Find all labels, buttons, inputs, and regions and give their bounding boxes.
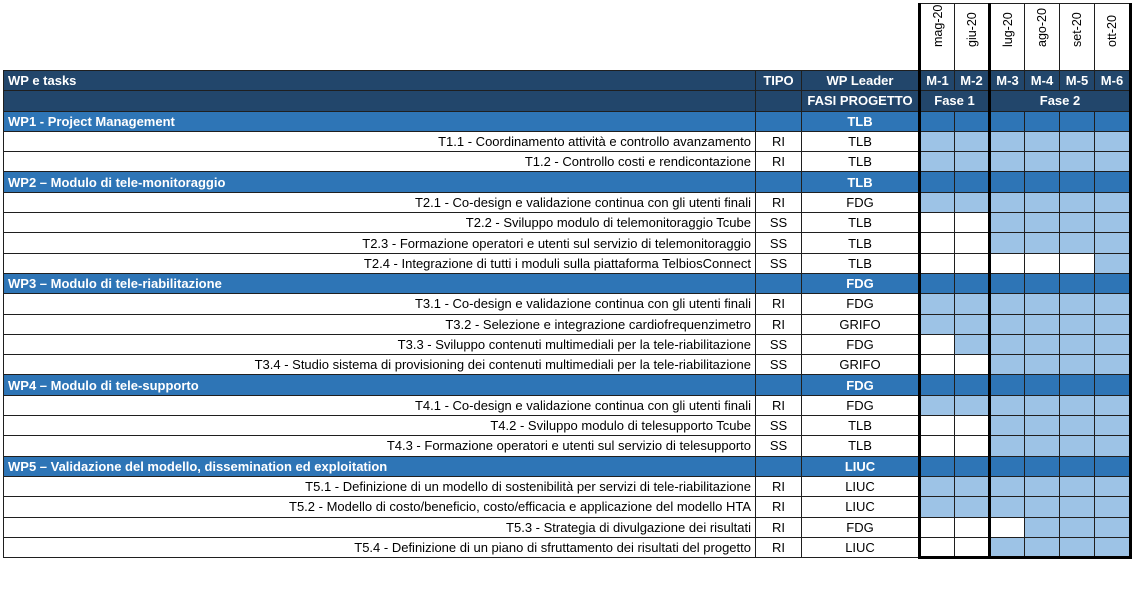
- header-wp-tasks: WP e tasks: [4, 71, 756, 91]
- month-label: mag-20: [920, 4, 955, 71]
- wp-name: WP1 - Project Management: [4, 111, 756, 131]
- gantt-cell-active: [1025, 476, 1060, 496]
- task-tipo: SS: [756, 233, 802, 253]
- gantt-cell-active: [990, 416, 1025, 436]
- gantt-cell-active: [920, 152, 955, 172]
- gantt-cell-empty: [920, 416, 955, 436]
- gantt-cell-active: [1095, 334, 1131, 354]
- gantt-cell-active: [1060, 395, 1095, 415]
- gantt-cell-empty: [920, 213, 955, 233]
- task-tipo: SS: [756, 355, 802, 375]
- gantt-cell-active: [1025, 192, 1060, 212]
- task-name: T5.2 - Modello di costo/beneficio, costo/efficacia e applicazione del modello HTA: [4, 497, 756, 517]
- task-tipo: RI: [756, 152, 802, 172]
- gantt-cell-active: [955, 273, 990, 293]
- gantt-cell-active: [1095, 436, 1131, 456]
- task-row: [4, 131, 1131, 151]
- gantt-cell-active: [990, 213, 1025, 233]
- phase-header-row: [4, 91, 1131, 111]
- gantt-cell-active: [990, 172, 1025, 192]
- header-month-code: M-2: [955, 71, 990, 91]
- gantt-cell-active: [1025, 517, 1060, 537]
- gantt-cell-active: [955, 152, 990, 172]
- gantt-cell-active: [920, 476, 955, 496]
- gantt-cell-active: [1025, 213, 1060, 233]
- gantt-cell-active: [1095, 273, 1131, 293]
- wp-leader: FDG: [802, 334, 920, 354]
- wp-name: WP2 – Modulo di tele-monitoraggio: [4, 172, 756, 192]
- gantt-cell-active: [1095, 152, 1131, 172]
- gantt-cell-active: [1025, 537, 1060, 557]
- gantt-cell-active: [1095, 517, 1131, 537]
- gantt-cell-active: [1060, 314, 1095, 334]
- task-tipo: RI: [756, 192, 802, 212]
- task-row: [4, 436, 1131, 456]
- gantt-cell-active: [990, 456, 1025, 476]
- task-tipo: [756, 172, 802, 192]
- gantt-cell-active: [1025, 172, 1060, 192]
- gantt-cell-active: [1060, 334, 1095, 354]
- gantt-cell-active: [1060, 273, 1095, 293]
- month-label: ott-20: [1095, 4, 1131, 71]
- header-tipo: TIPO: [756, 71, 802, 91]
- gantt-cell-empty: [955, 253, 990, 273]
- gantt-cell-active: [1095, 253, 1131, 273]
- wp-leader: TLB: [802, 253, 920, 273]
- gantt-cell-active: [1060, 294, 1095, 314]
- task-tipo: RI: [756, 537, 802, 557]
- task-name: T3.2 - Selezione e integrazione cardiofrequenzimetro: [4, 314, 756, 334]
- wp-leader: LIUC: [802, 476, 920, 496]
- gantt-cell-active: [1025, 131, 1060, 151]
- wp-leader: GRIFO: [802, 314, 920, 334]
- gantt-cell-active: [1095, 537, 1131, 557]
- wp-row: [4, 375, 1131, 395]
- task-row: [4, 416, 1131, 436]
- gantt-cell-active: [1060, 233, 1095, 253]
- gantt-cell-active: [1025, 395, 1060, 415]
- wp-row: [4, 111, 1131, 131]
- gantt-cell-active: [955, 497, 990, 517]
- gantt-cell-active: [1095, 476, 1131, 496]
- gantt-cell-active: [1095, 233, 1131, 253]
- gantt-cell-active: [955, 314, 990, 334]
- gantt-cell-active: [990, 476, 1025, 496]
- task-tipo: RI: [756, 294, 802, 314]
- gantt-cell-active: [1025, 497, 1060, 517]
- wp-leader: TLB: [802, 213, 920, 233]
- gantt-cell-active: [990, 375, 1025, 395]
- month-header-row: [4, 4, 1131, 71]
- wp-leader: TLB: [802, 152, 920, 172]
- gantt-cell-active: [1095, 131, 1131, 151]
- task-tipo: [756, 273, 802, 293]
- gantt-cell-empty: [955, 233, 990, 253]
- wp-name: WP4 – Modulo di tele-supporto: [4, 375, 756, 395]
- wp-leader: LIUC: [802, 497, 920, 517]
- gantt-cell-active: [920, 456, 955, 476]
- gantt-cell-active: [1095, 213, 1131, 233]
- gantt-cell-empty: [955, 436, 990, 456]
- gantt-cell-empty: [920, 253, 955, 273]
- task-row: [4, 476, 1131, 496]
- gantt-cell-active: [920, 131, 955, 151]
- gantt-cell-active: [1025, 273, 1060, 293]
- task-tipo: [756, 375, 802, 395]
- gantt-cell-active: [1095, 375, 1131, 395]
- task-row: [4, 213, 1131, 233]
- task-tipo: RI: [756, 517, 802, 537]
- column-header-row: [4, 71, 1131, 91]
- wp-leader: FDG: [802, 294, 920, 314]
- task-name: T2.1 - Co-design e validazione continua con gli utenti finali: [4, 192, 756, 212]
- task-name: T2.3 - Formazione operatori e utenti sul servizio di telemonitoraggio: [4, 233, 756, 253]
- gantt-cell-active: [1095, 395, 1131, 415]
- month-label: giu-20: [955, 4, 990, 71]
- wp-leader: LIUC: [802, 537, 920, 557]
- wp-leader: FDG: [802, 375, 920, 395]
- gantt-cell-empty: [990, 253, 1025, 273]
- gantt-cell-active: [1025, 233, 1060, 253]
- gantt-cell-active: [990, 111, 1025, 131]
- gantt-cell-empty: [955, 517, 990, 537]
- month-label: ago-20: [1025, 4, 1060, 71]
- gantt-cell-active: [920, 294, 955, 314]
- header-month-code: M-5: [1060, 71, 1095, 91]
- task-tipo: SS: [756, 416, 802, 436]
- task-row: [4, 233, 1131, 253]
- wp-leader: TLB: [802, 172, 920, 192]
- gantt-cell-empty: [920, 355, 955, 375]
- header-fasi-progetto: FASI PROGETTO: [802, 91, 920, 111]
- gantt-cell-active: [990, 395, 1025, 415]
- gantt-cell-active: [1060, 456, 1095, 476]
- gantt-cell-active: [1025, 152, 1060, 172]
- gantt-cell-active: [920, 314, 955, 334]
- gantt-cell-active: [1060, 172, 1095, 192]
- gantt-cell-active: [1060, 355, 1095, 375]
- gantt-cell-active: [1060, 375, 1095, 395]
- gantt-cell-active: [1025, 334, 1060, 354]
- gantt-cell-active: [1025, 314, 1060, 334]
- gantt-cell-active: [1095, 456, 1131, 476]
- gantt-cell-active: [1060, 213, 1095, 233]
- gantt-cell-active: [955, 375, 990, 395]
- wp-leader: TLB: [802, 416, 920, 436]
- gantt-cell-active: [990, 497, 1025, 517]
- task-tipo: RI: [756, 476, 802, 496]
- phase-1-label: Fase 1: [920, 91, 990, 111]
- wp-leader: TLB: [802, 131, 920, 151]
- gantt-cell-active: [955, 456, 990, 476]
- task-row: [4, 294, 1131, 314]
- task-row: [4, 497, 1131, 517]
- wp-leader: TLB: [802, 111, 920, 131]
- gantt-cell-active: [990, 233, 1025, 253]
- gantt-cell-active: [920, 273, 955, 293]
- task-tipo: SS: [756, 213, 802, 233]
- gantt-cell-active: [1095, 192, 1131, 212]
- task-row: [4, 334, 1131, 354]
- gantt-cell-active: [990, 294, 1025, 314]
- gantt-cell-active: [1060, 537, 1095, 557]
- gantt-cell-active: [955, 111, 990, 131]
- task-tipo: RI: [756, 131, 802, 151]
- task-row: [4, 517, 1131, 537]
- header-month-code: M-4: [1025, 71, 1060, 91]
- gantt-table: [3, 3, 1132, 559]
- gantt-cell-active: [955, 334, 990, 354]
- gantt-cell-active: [920, 497, 955, 517]
- wp-leader: FDG: [802, 192, 920, 212]
- gantt-cell-empty: [955, 537, 990, 557]
- task-row: [4, 395, 1131, 415]
- gantt-cell-active: [990, 314, 1025, 334]
- gantt-cell-empty: [920, 537, 955, 557]
- gantt-cell-active: [1025, 294, 1060, 314]
- task-row: [4, 152, 1131, 172]
- gantt-cell-active: [1025, 456, 1060, 476]
- gantt-cell-active: [990, 192, 1025, 212]
- header-month-code: M-6: [1095, 71, 1131, 91]
- gantt-cell-active: [1025, 111, 1060, 131]
- header-month-code: M-3: [990, 71, 1025, 91]
- task-name: T5.4 - Definizione di un piano di sfruttamento dei risultati del progetto: [4, 537, 756, 557]
- gantt-cell-empty: [1060, 253, 1095, 273]
- header-wp-leader: WP Leader: [802, 71, 920, 91]
- gantt-cell-empty: [920, 436, 955, 456]
- gantt-cell-active: [1095, 416, 1131, 436]
- task-name: T3.1 - Co-design e validazione continua con gli utenti finali: [4, 294, 756, 314]
- gantt-cell-active: [1095, 111, 1131, 131]
- gantt-cell-active: [920, 395, 955, 415]
- wp-leader: LIUC: [802, 456, 920, 476]
- gantt-cell-active: [1060, 497, 1095, 517]
- task-tipo: SS: [756, 253, 802, 273]
- gantt-cell-active: [1060, 152, 1095, 172]
- gantt-cell-active: [990, 537, 1025, 557]
- gantt-cell-empty: [920, 334, 955, 354]
- wp-row: [4, 456, 1131, 476]
- gantt-cell-active: [1095, 314, 1131, 334]
- gantt-cell-empty: [990, 517, 1025, 537]
- gantt-cell-active: [1025, 355, 1060, 375]
- gantt-cell-active: [1095, 355, 1131, 375]
- gantt-cell-active: [955, 476, 990, 496]
- gantt-cell-active: [1095, 497, 1131, 517]
- gantt-cell-empty: [920, 517, 955, 537]
- gantt-cell-active: [920, 192, 955, 212]
- wp-row: [4, 273, 1131, 293]
- task-name: T4.1 - Co-design e validazione continua con gli utenti finali: [4, 395, 756, 415]
- wp-leader: FDG: [802, 517, 920, 537]
- task-tipo: RI: [756, 497, 802, 517]
- gantt-cell-active: [1025, 375, 1060, 395]
- gantt-cell-empty: [955, 355, 990, 375]
- month-label: set-20: [1060, 4, 1095, 71]
- gantt-cell-active: [955, 192, 990, 212]
- wp-name: WP3 – Modulo di tele-riabilitazione: [4, 273, 756, 293]
- task-name: T5.1 - Definizione di un modello di sostenibilità per servizi di tele-riabilitazione: [4, 476, 756, 496]
- task-tipo: [756, 111, 802, 131]
- task-row: [4, 314, 1131, 334]
- wp-leader: TLB: [802, 233, 920, 253]
- gantt-cell-active: [1060, 192, 1095, 212]
- task-row: [4, 537, 1131, 557]
- task-tipo: SS: [756, 334, 802, 354]
- gantt-cell-active: [955, 395, 990, 415]
- header-month-code: M-1: [920, 71, 955, 91]
- gantt-cell-active: [990, 334, 1025, 354]
- gantt-cell-active: [1060, 131, 1095, 151]
- gantt-cell-active: [1095, 294, 1131, 314]
- wp-row: [4, 172, 1131, 192]
- task-tipo: RI: [756, 395, 802, 415]
- month-label: lug-20: [990, 4, 1025, 71]
- task-name: T5.3 - Strategia di divulgazione dei risultati: [4, 517, 756, 537]
- wp-leader: TLB: [802, 436, 920, 456]
- task-name: T3.4 - Studio sistema di provisioning dei contenuti multimediali per la tele-riabilitazione: [4, 355, 756, 375]
- task-tipo: RI: [756, 314, 802, 334]
- gantt-cell-active: [990, 131, 1025, 151]
- wp-leader: FDG: [802, 273, 920, 293]
- task-tipo: [756, 456, 802, 476]
- gantt-cell-active: [990, 355, 1025, 375]
- gantt-cell-empty: [920, 233, 955, 253]
- gantt-cell-active: [1060, 111, 1095, 131]
- wp-leader: FDG: [802, 395, 920, 415]
- gantt-cell-active: [990, 436, 1025, 456]
- gantt-cell-active: [1060, 476, 1095, 496]
- gantt-cell-active: [1025, 416, 1060, 436]
- task-row: [4, 253, 1131, 273]
- gantt-cell-active: [1060, 517, 1095, 537]
- gantt-cell-active: [1060, 436, 1095, 456]
- gantt-cell-active: [920, 172, 955, 192]
- task-row: [4, 355, 1131, 375]
- wp-name: WP5 – Validazione del modello, dissemination ed exploitation: [4, 456, 756, 476]
- task-row: [4, 192, 1131, 212]
- task-name: T1.1 - Coordinamento attività e controllo avanzamento: [4, 131, 756, 151]
- task-name: T4.3 - Formazione operatori e utenti sul servizio di telesupporto: [4, 436, 756, 456]
- task-name: T1.2 - Controllo costi e rendicontazione: [4, 152, 756, 172]
- gantt-cell-empty: [955, 213, 990, 233]
- gantt-cell-active: [955, 294, 990, 314]
- task-name: T4.2 - Sviluppo modulo di telesupporto Tcube: [4, 416, 756, 436]
- wp-leader: GRIFO: [802, 355, 920, 375]
- task-tipo: SS: [756, 436, 802, 456]
- gantt-cell-active: [1060, 416, 1095, 436]
- gantt-cell-active: [1095, 172, 1131, 192]
- gantt-cell-active: [920, 375, 955, 395]
- task-name: T2.2 - Sviluppo modulo di telemonitoraggio Tcube: [4, 213, 756, 233]
- phase-2-label: Fase 2: [990, 91, 1131, 111]
- gantt-cell-active: [955, 172, 990, 192]
- gantt-cell-empty: [955, 416, 990, 436]
- gantt-cell-active: [990, 273, 1025, 293]
- gantt-cell-active: [955, 131, 990, 151]
- task-name: T2.4 - Integrazione di tutti i moduli sulla piattaforma TelbiosConnect: [4, 253, 756, 273]
- gantt-cell-empty: [1025, 253, 1060, 273]
- gantt-cell-active: [1025, 436, 1060, 456]
- gantt-cell-active: [920, 111, 955, 131]
- gantt-cell-active: [990, 152, 1025, 172]
- task-name: T3.3 - Sviluppo contenuti multimediali per la tele-riabilitazione: [4, 334, 756, 354]
